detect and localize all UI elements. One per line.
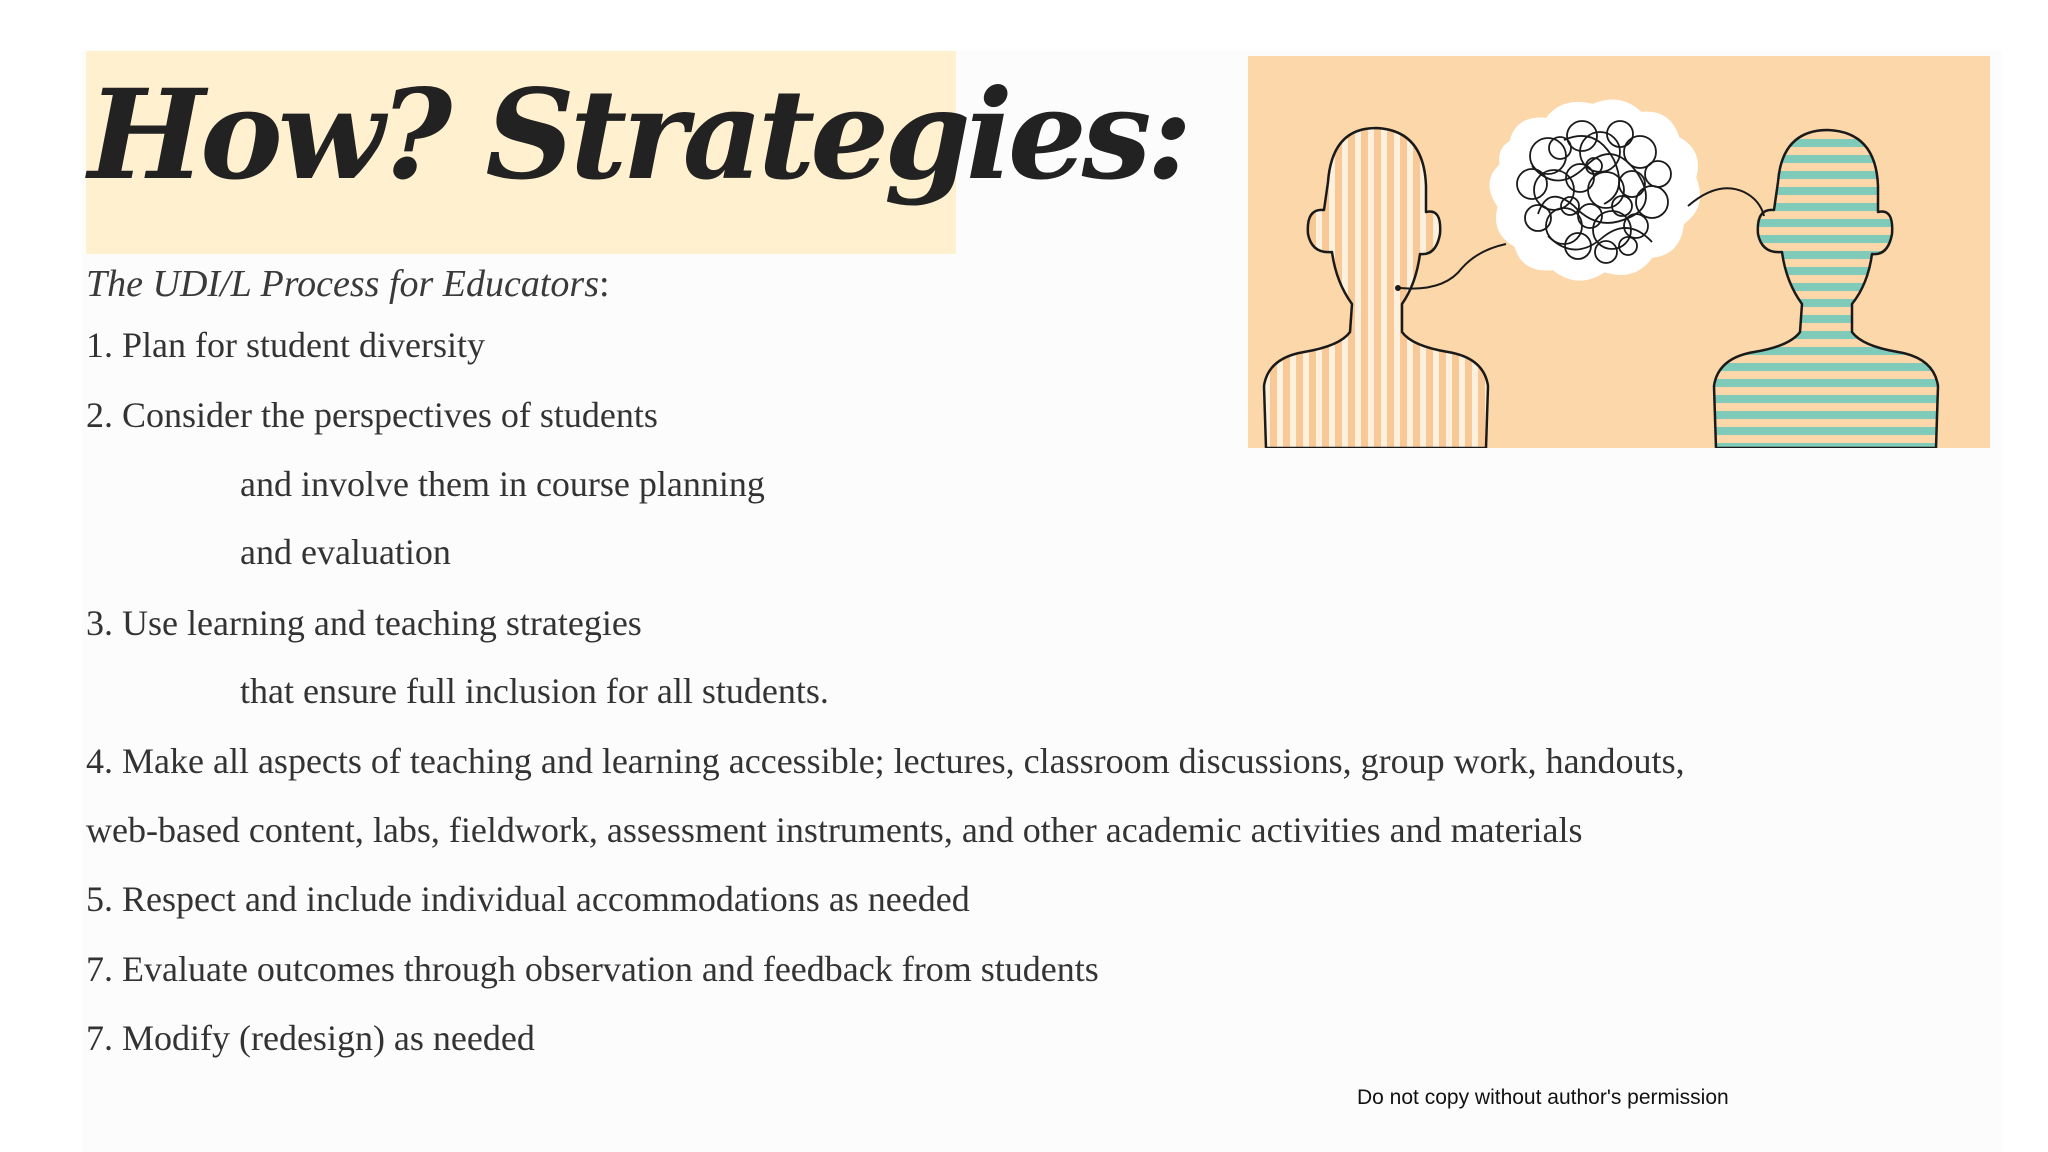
list-item-5: 5. Respect and include individual accommodations as needed (86, 879, 970, 919)
list-item-6: 7. Evaluate outcomes through observation and feedback from students (86, 949, 1099, 989)
list-item-2: 2. Consider the perspectives of students (86, 395, 658, 435)
list-item-2-continued: and involve them in course planning (240, 464, 765, 504)
list-item-1: 1. Plan for student diversity (86, 325, 485, 365)
subtitle-italic: The UDI/L Process for Educators (86, 263, 599, 305)
list-item-4: 4. Make all aspects of teaching and learning accessible; lectures, classroom discussions, group work, handouts, (86, 741, 1685, 781)
copyright-notice: Do not copy without author's permission (1357, 1086, 1729, 1109)
two-heads-tangled-thought-illustration (1248, 56, 1990, 448)
tangled-thought-bubble (1493, 104, 1696, 277)
list-item-3-continued: that ensure full inclusion for all students. (240, 671, 829, 711)
mouth-dot (1395, 285, 1401, 291)
subtitle-suffix: : (599, 263, 610, 305)
list-item-4-continued: web-based content, labs, fieldwork, assessment instruments, and other academic activities and materials (86, 810, 1583, 850)
list-item-2-continued: and evaluation (240, 532, 451, 572)
page-title: How? Strategies: (88, 63, 1188, 208)
list-item-3: 3. Use learning and teaching strategies (86, 603, 642, 643)
list-item-7: 7. Modify (redesign) as needed (86, 1018, 535, 1058)
illustration-svg (1248, 56, 1990, 448)
subtitle (86, 260, 610, 308)
